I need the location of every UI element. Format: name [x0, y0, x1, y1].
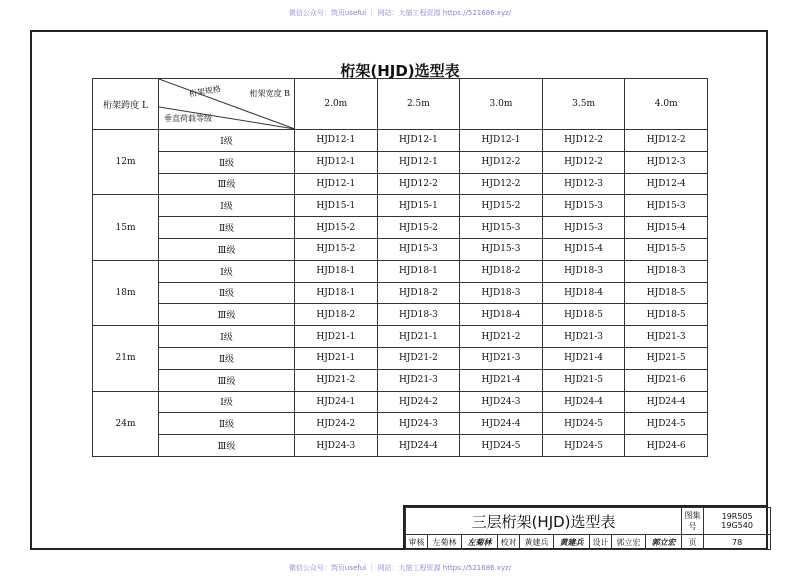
model-cell: HJD15-3	[460, 238, 543, 260]
atlas-number-2: 19G540	[721, 521, 753, 530]
model-cell: HJD18-1	[377, 260, 460, 282]
reviewer: 左菊林	[428, 535, 462, 550]
model-cell: HJD18-2	[460, 260, 543, 282]
grade-cell: Ⅱ级	[159, 151, 295, 173]
span-cell: 15m	[93, 195, 159, 260]
model-cell: HJD24-5	[625, 413, 708, 435]
design-label: 设计	[590, 535, 612, 550]
model-cell: HJD24-3	[377, 413, 460, 435]
model-cell: HJD12-3	[625, 151, 708, 173]
model-cell: HJD18-4	[542, 282, 625, 304]
model-cell: HJD24-6	[625, 435, 708, 457]
model-cell: HJD21-6	[625, 369, 708, 391]
model-cell: HJD21-2	[460, 326, 543, 348]
model-cell: HJD24-5	[542, 435, 625, 457]
table-row	[93, 435, 708, 457]
span-cell: 12m	[93, 130, 159, 195]
grade-cell: Ⅱ级	[159, 347, 295, 369]
page-label: 页	[682, 535, 704, 550]
model-cell: HJD18-3	[625, 260, 708, 282]
model-cell: HJD21-4	[460, 369, 543, 391]
model-cell: HJD24-4	[460, 413, 543, 435]
model-cell: HJD18-3	[377, 304, 460, 326]
model-cell: HJD12-3	[542, 173, 625, 195]
model-cell: HJD12-1	[377, 151, 460, 173]
model-cell: HJD15-2	[295, 217, 378, 239]
designer: 郭立宏	[612, 535, 646, 550]
grade-cell: Ⅰ级	[159, 130, 295, 152]
model-cell: HJD21-3	[377, 369, 460, 391]
model-cell: HJD18-3	[542, 260, 625, 282]
model-cell: HJD24-2	[295, 413, 378, 435]
table-row	[93, 173, 708, 195]
model-cell: HJD21-3	[542, 326, 625, 348]
model-cell: HJD12-1	[295, 151, 378, 173]
grade-cell: Ⅲ级	[159, 369, 295, 391]
width-header: 3.5m	[542, 79, 625, 130]
grade-cell: Ⅰ级	[159, 326, 295, 348]
model-cell: HJD18-2	[377, 282, 460, 304]
load-label: 垂直荷载等级	[164, 114, 212, 123]
model-cell: HJD15-3	[377, 238, 460, 260]
model-cell: HJD12-2	[542, 151, 625, 173]
grade-cell: Ⅱ级	[159, 282, 295, 304]
atlas-label: 图集号	[682, 508, 704, 535]
width-header: 2.5m	[377, 79, 460, 130]
model-cell: HJD12-2	[460, 151, 543, 173]
model-cell: HJD12-1	[377, 130, 460, 152]
table-row	[93, 195, 708, 217]
model-cell: HJD24-3	[295, 435, 378, 457]
grade-cell: Ⅲ级	[159, 173, 295, 195]
table-title: 桁架(HJD)选型表	[340, 62, 460, 80]
reviewer-signature: 左菊林	[462, 535, 498, 550]
table-row	[93, 326, 708, 348]
grade-cell: Ⅲ级	[159, 435, 295, 457]
table-row	[93, 304, 708, 326]
model-cell: HJD18-2	[295, 304, 378, 326]
model-cell: HJD15-2	[295, 238, 378, 260]
width-header: 4.0m	[625, 79, 708, 130]
model-cell: HJD18-5	[625, 304, 708, 326]
checker-signature: 黄建兵	[554, 535, 590, 550]
grade-cell: Ⅰ级	[159, 195, 295, 217]
model-cell: HJD15-3	[542, 217, 625, 239]
model-cell: HJD18-4	[460, 304, 543, 326]
width-label: 桁架宽度 B	[249, 89, 290, 98]
model-cell: HJD15-5	[625, 238, 708, 260]
model-cell: HJD15-2	[377, 217, 460, 239]
model-cell: HJD21-1	[295, 326, 378, 348]
table-row	[93, 347, 708, 369]
table-row	[93, 391, 708, 413]
width-header: 2.0m	[295, 79, 378, 130]
grade-cell: Ⅲ级	[159, 238, 295, 260]
model-cell: HJD18-5	[625, 282, 708, 304]
watermark-bottom: 微信公众号：筑页useful ｜ 网站：大筋工程资源 https://521686.xyz/	[288, 564, 512, 572]
model-cell: HJD24-4	[377, 435, 460, 457]
model-cell: HJD18-1	[295, 282, 378, 304]
model-cell: HJD15-4	[542, 238, 625, 260]
title-block	[403, 505, 768, 550]
table-row	[93, 282, 708, 304]
model-cell: HJD15-3	[460, 217, 543, 239]
model-cell: HJD15-2	[460, 195, 543, 217]
model-cell: HJD15-1	[295, 195, 378, 217]
span-header: 桁架跨度 L	[93, 79, 159, 130]
table-row	[93, 260, 708, 282]
model-cell: HJD21-2	[377, 347, 460, 369]
grade-cell: Ⅱ级	[159, 413, 295, 435]
model-cell: HJD18-5	[542, 304, 625, 326]
model-cell: HJD21-1	[295, 347, 378, 369]
model-cell: HJD24-4	[625, 391, 708, 413]
model-cell: HJD21-1	[377, 326, 460, 348]
model-cell: HJD12-1	[295, 173, 378, 195]
grade-cell: Ⅲ级	[159, 304, 295, 326]
span-cell: 24m	[93, 391, 159, 456]
grade-cell: Ⅰ级	[159, 391, 295, 413]
model-cell: HJD21-5	[625, 347, 708, 369]
review-label: 审核	[406, 535, 428, 550]
model-cell: HJD15-4	[625, 217, 708, 239]
table-row	[93, 413, 708, 435]
span-cell: 18m	[93, 260, 159, 325]
watermark-top: 微信公众号：筑页useful ｜ 网站：大筋工程资源 https://521686.xyz/	[288, 9, 512, 17]
atlas-number	[704, 508, 771, 535]
model-cell: HJD15-3	[625, 195, 708, 217]
model-cell: HJD21-4	[542, 347, 625, 369]
model-cell: HJD24-1	[295, 391, 378, 413]
span-cell: 21m	[93, 326, 159, 391]
table-row	[93, 151, 708, 173]
model-cell: HJD12-2	[542, 130, 625, 152]
model-cell: HJD21-2	[295, 369, 378, 391]
drawing-title: 三层桁架(HJD)选型表	[406, 508, 682, 535]
check-label: 校对	[498, 535, 520, 550]
model-cell: HJD21-3	[460, 347, 543, 369]
model-cell: HJD12-1	[460, 130, 543, 152]
spec-label: 桁架规格	[188, 84, 222, 99]
grade-cell: Ⅰ级	[159, 260, 295, 282]
page-number: 78	[704, 535, 771, 550]
grade-cell: Ⅱ级	[159, 217, 295, 239]
table-row	[93, 238, 708, 260]
model-cell: HJD12-4	[625, 173, 708, 195]
model-cell: HJD12-2	[460, 173, 543, 195]
selection-table	[92, 78, 708, 457]
model-cell: HJD18-3	[460, 282, 543, 304]
model-cell: HJD21-5	[542, 369, 625, 391]
designer-signature: 郭立宏	[646, 535, 682, 550]
atlas-number-1: 19R505	[721, 512, 753, 521]
model-cell: HJD18-1	[295, 260, 378, 282]
model-cell: HJD15-1	[377, 195, 460, 217]
model-cell: HJD24-2	[377, 391, 460, 413]
model-cell: HJD12-2	[377, 173, 460, 195]
model-cell: HJD24-5	[460, 435, 543, 457]
checker: 黄建兵	[520, 535, 554, 550]
model-cell: HJD12-2	[625, 130, 708, 152]
model-cell: HJD21-3	[625, 326, 708, 348]
table-row	[93, 217, 708, 239]
width-header: 3.0m	[460, 79, 543, 130]
header-row	[93, 79, 708, 130]
table-row	[93, 130, 708, 152]
model-cell: HJD24-3	[460, 391, 543, 413]
model-cell: HJD24-4	[542, 391, 625, 413]
table-row	[93, 369, 708, 391]
model-cell: HJD12-1	[295, 130, 378, 152]
model-cell: HJD15-3	[542, 195, 625, 217]
diagonal-header-cell	[159, 79, 295, 130]
model-cell: HJD24-5	[542, 413, 625, 435]
